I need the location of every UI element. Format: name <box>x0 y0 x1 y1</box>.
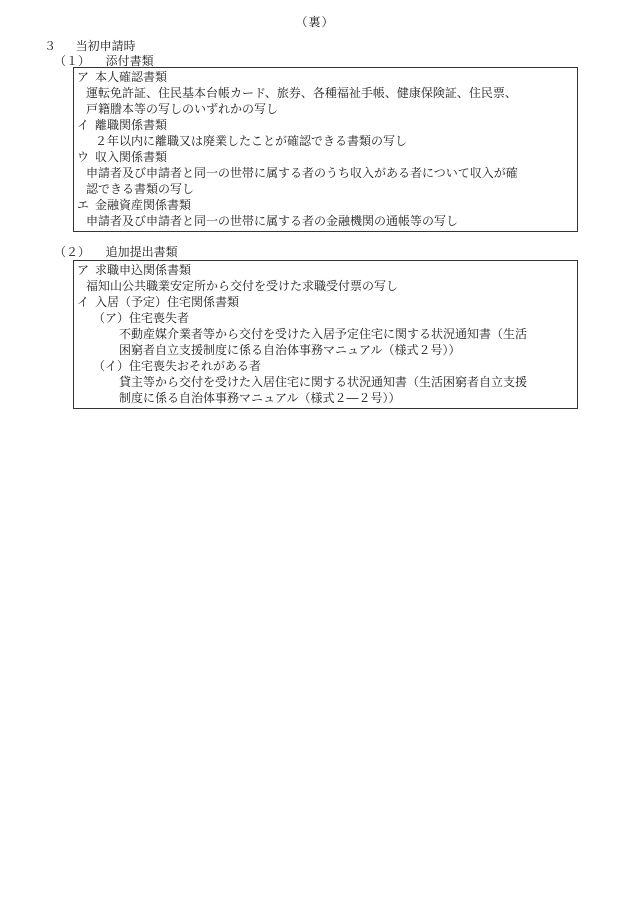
attachments-box <box>73 67 578 232</box>
attachment-item-u-body-line: 申請者及び申請者と同一の世帯に属する者のうち収入がある者について収入が確 <box>86 166 518 180</box>
attachment-item-e-title: エ 金融資産関係書類 <box>77 198 192 212</box>
attachment-item-a-body-line: 戸籍謄本等の写しのいずれかの写し <box>86 102 279 116</box>
attachment-item-i-body-line: ２年以内に離職又は廃業したことが確認できる書類の写し <box>95 134 408 148</box>
additional-subitem-a-title: （ア）住宅喪失者 <box>93 311 190 325</box>
attachment-item-a-body-line: 運転免許証、住民基本台帳カード、旅券、各種福祉手帳、健康保険証、住民票、 <box>86 86 517 100</box>
attachments-title: 添付書類 <box>105 54 154 68</box>
additional-subitem-i-body-line: 貸主等から交付を受けた入居住宅に関する状況通知書（生活困窮者自立支援 <box>119 375 528 389</box>
additional-title: 追加提出書類 <box>105 245 178 259</box>
additional-item-i-title: イ 入居（予定）住宅関係書類 <box>77 295 240 309</box>
attachment-item-a-title: ア 本人確認書類 <box>77 70 168 84</box>
additional-item-a-title: ア 求職申込関係書類 <box>77 263 192 277</box>
attachment-item-u-title: ウ 収入関係書類 <box>77 150 168 164</box>
section-heading <box>44 38 136 54</box>
section-title: 当初申請時 <box>75 39 136 53</box>
additional-subitem-i-body-line: 制度に係る自治体事務マニュアル（様式２―２号）） <box>119 391 401 405</box>
attachment-item-i-title: イ 離職関係書類 <box>77 118 168 132</box>
additional-subitem-a-body-line: 困窮者自立支援制度に係る自治体事務マニュアル（様式２号）） <box>119 343 461 357</box>
page-label: （裏） <box>295 15 335 29</box>
attachment-item-u-body-line: 認できる書類の写し <box>86 182 195 196</box>
attachment-item-e-body-line: 申請者及び申請者と同一の世帯に属する者の金融機関の通帳等の写し <box>86 214 459 228</box>
additional-heading <box>54 244 178 260</box>
section-number: ３ <box>44 39 57 53</box>
additional-box <box>73 260 578 409</box>
additional-item-a-body-line: 福知山公共職業安定所から交付を受けた求職受付票の写し <box>86 279 399 293</box>
additional-subitem-a-body-line: 不動産媒介業者等から交付を受けた入居予定住宅に関する状況通知書（生活 <box>119 327 528 341</box>
attachments-number: （１） <box>54 54 91 68</box>
additional-number: （２） <box>54 245 91 259</box>
additional-subitem-i-title: （イ）住宅喪失おそれがある者 <box>93 359 262 373</box>
